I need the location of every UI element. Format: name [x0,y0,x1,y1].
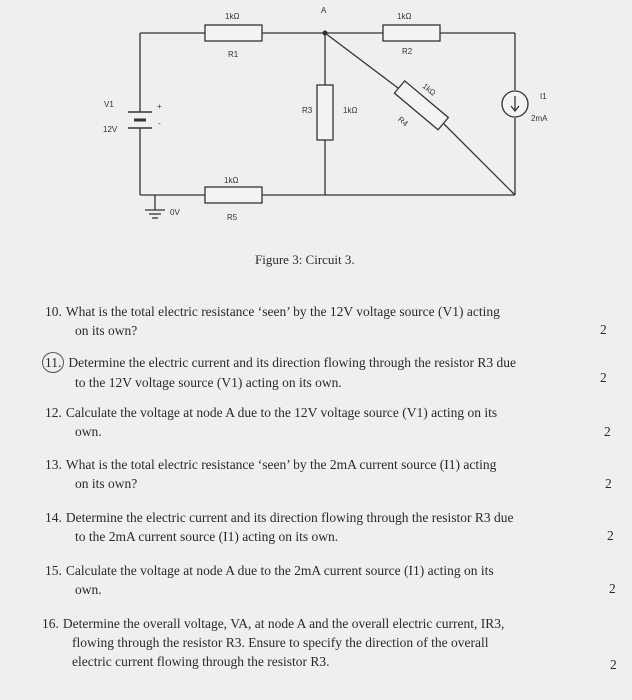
question-number: 15. [45,563,62,578]
r3-name-label: R3 [302,106,313,115]
question-11 [45,352,605,392]
question-number: 11. [42,352,64,373]
question-number: 12. [45,405,62,420]
question-number: 13. [45,457,62,472]
marks-q16: 2 [610,657,617,672]
question-text-line1: Determine the overall voltage, VA, at node A and the overall electric current, IR3, [62,616,505,631]
v1-minus-label: - [158,119,161,128]
question-text-line3: electric current flowing through the resistor R3. [72,654,330,669]
figure-caption: Figure 3: Circuit 3. [255,252,355,267]
question-text-line1: Determine the electric current and its direction flowing through the resistor R3 due [68,355,516,370]
question-text-line2: to the 12V voltage source (V1) acting on its own. [75,375,342,390]
question-number: 10. [45,304,62,319]
node-a-label: A [321,6,327,15]
r1-name-label: R1 [228,50,239,59]
resistor-r1 [205,25,262,41]
r5-value-label: 1kΩ [224,176,239,185]
question-text-line2: on its own? [75,476,138,491]
r3-value-label: 1kΩ [343,106,358,115]
question-text-line1: What is the total electric resistance ‘seen’ by the 2mA current source (I1) acting [65,457,497,472]
r1-value-label: 1kΩ [225,12,240,21]
marks-q15: 2 [609,581,616,596]
i1-value-label: 2mA [531,114,548,123]
question-16 [42,614,602,671]
resistor-r5 [205,187,262,203]
question-13 [45,455,605,493]
question-text-line1: Calculate the voltage at node A due to the 12V voltage source (V1) acting on its [65,405,498,420]
v1-value-label: 12V [103,125,118,134]
marks-q11: 2 [600,370,607,385]
question-10 [45,302,605,340]
question-text-line2: own. [75,424,102,439]
marks-q10: 2 [600,322,607,337]
r4-value-label: 1kΩ [420,81,438,98]
question-number: 14. [45,510,62,525]
r2-value-label: 1kΩ [397,12,412,21]
question-number: 16. [42,616,59,631]
node-a-dot [323,31,328,36]
question-text-line1: What is the total electric resistance ‘seen’ by the 12V voltage source (V1) acting [65,304,500,319]
circuit-diagram [0,0,632,240]
question-text-line2: own. [75,582,102,597]
question-text-line2: to the 2mA current source (I1) acting on its own. [75,529,339,544]
resistor-r2 [383,25,440,41]
question-12 [45,403,605,441]
question-text-line2: on its own? [75,323,138,338]
marks-q14: 2 [607,528,614,543]
i1-name-label: I1 [540,92,547,101]
v1-name-label: V1 [104,100,114,109]
r2-name-label: R2 [402,47,413,56]
question-14 [45,508,605,546]
question-15 [45,561,605,599]
question-text-line1: Determine the electric current and its direction flowing through the resistor R3 due [65,510,514,525]
question-text-line2: flowing through the resistor R3. Ensure to specify the direction of the overall [72,635,489,650]
v1-plus-label: + [157,102,162,111]
resistor-r3 [317,85,333,140]
ground-icon [145,210,165,218]
wire-diagonal-lower [444,124,515,195]
marks-q12: 2 [604,424,611,439]
r5-name-label: R5 [227,213,238,222]
r4-name-label: R4 [396,114,410,129]
question-text-line1: Calculate the voltage at node A due to the 2mA current source (I1) acting on its [65,563,494,578]
marks-q13: 2 [605,476,612,491]
ground-label: 0V [170,208,180,217]
